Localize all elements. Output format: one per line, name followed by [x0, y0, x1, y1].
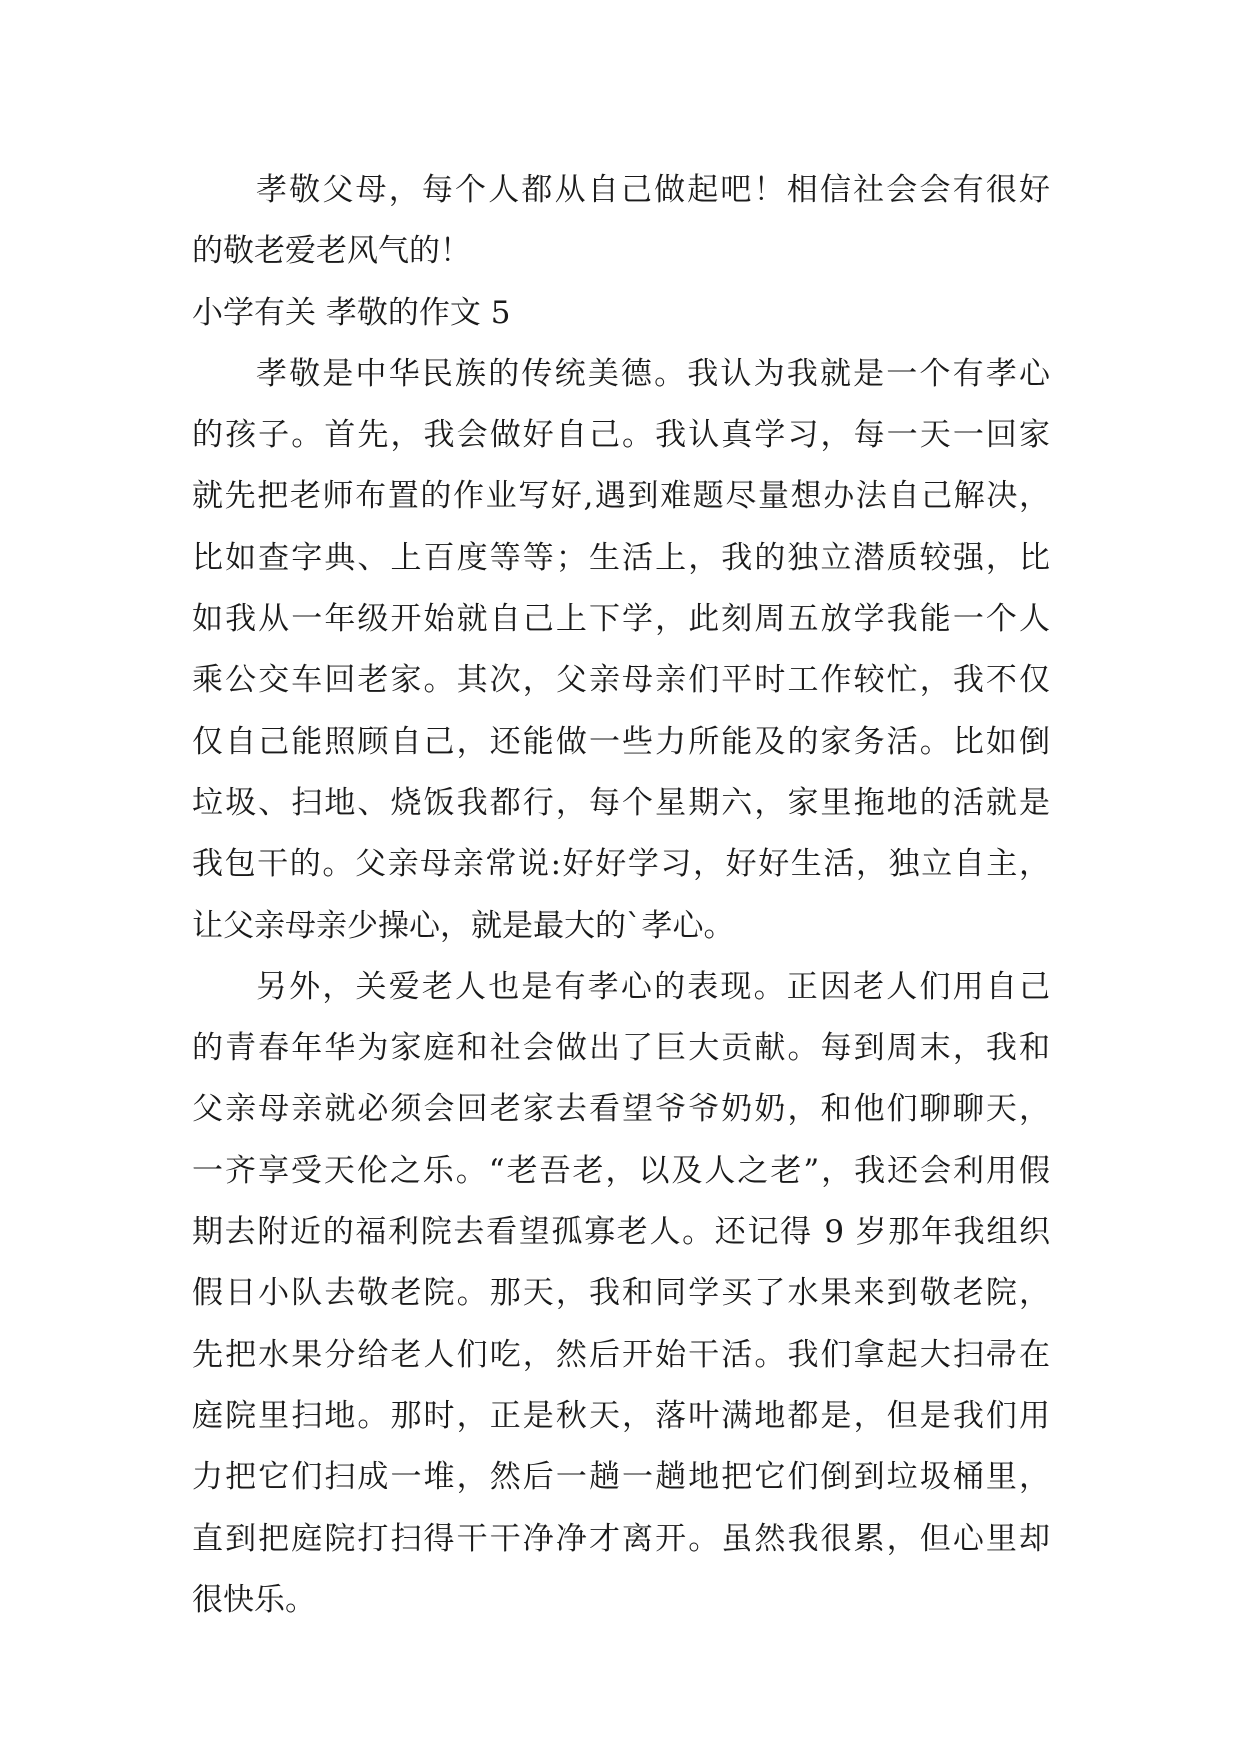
text-line: 的敬老爱老风气的！ [192, 233, 471, 270]
paragraph-1 [192, 160, 1050, 283]
text-line: 直到把庭院打扫得干干净净才离开。虽然我很累，但心里却 [192, 1520, 1050, 1557]
text-line: 的孩子。首先，我会做好自己。我认真学习，每一天一回家 [192, 417, 1050, 454]
text-line: 孝敬父母，每个人都从自己做起吧！相信社会会有很好 [256, 172, 1050, 208]
text-line: 仅自己能照顾自己，还能做一些力所能及的家务活。比如倒 [192, 723, 1050, 760]
paragraph-3 [192, 957, 1050, 1631]
text-line: 垃圾、扫地、烧饭我都行，每个星期六，家里拖地的活就是 [192, 784, 1050, 821]
text-line: 期去附近的福利院去看望孤寡老人。还记得 9 岁那年我组织 [192, 1214, 1050, 1251]
text-line: 很快乐。 [192, 1581, 316, 1618]
text-line: 假日小队去敬老院。那天，我和同学买了水果来到敬老院， [192, 1275, 1050, 1312]
text-line: 父亲母亲就必须会回老家去看望爷爷奶奶，和他们聊聊天， [192, 1091, 1050, 1128]
text-line: 一齐享受天伦之乐。“老吾老，以及人之老”，我还会利用假 [192, 1152, 1050, 1189]
text-line: 如我从一年级开始就自己上下学，此刻周五放学我能一个人 [192, 601, 1050, 638]
text-line: 我包干的。父亲母亲常说:好好学习，好好生活，独立自主， [192, 846, 1050, 883]
text-line: 孝敬是中华民族的传统美德。我认为我就是一个有孝心 [256, 355, 1050, 392]
document-page [192, 160, 1050, 1631]
text-line: 力把它们扫成一堆，然后一趟一趟地把它们倒到垃圾桶里， [192, 1459, 1050, 1496]
text-line: 就先把老师布置的作业写好,遇到难题尽量想办法自己解决， [192, 478, 1050, 515]
paragraph-2 [192, 344, 1050, 957]
text-line: 比如查字典、上百度等等；生活上，我的独立潜质较强，比 [192, 539, 1050, 576]
text-line: 的青春年华为家庭和社会做出了巨大贡献。每到周末，我和 [192, 1030, 1050, 1067]
text-line: 另外，关爱老人也是有孝心的表现。正因老人们用自己 [256, 968, 1050, 1005]
text-line: 让父亲母亲少操心，就是最大的`孝心。 [192, 907, 735, 944]
text-line: 先把水果分给老人们吃，然后开始干活。我们拿起大扫帚在 [192, 1336, 1050, 1373]
text-line: 乘公交车回老家。其次，父亲母亲们平时工作较忙，我不仅 [192, 662, 1050, 699]
text-line: 庭院里扫地。那时，正是秋天，落叶满地都是，但是我们用 [192, 1397, 1050, 1434]
section-heading: 小学有关 孝敬的作文 5 [192, 294, 511, 331]
